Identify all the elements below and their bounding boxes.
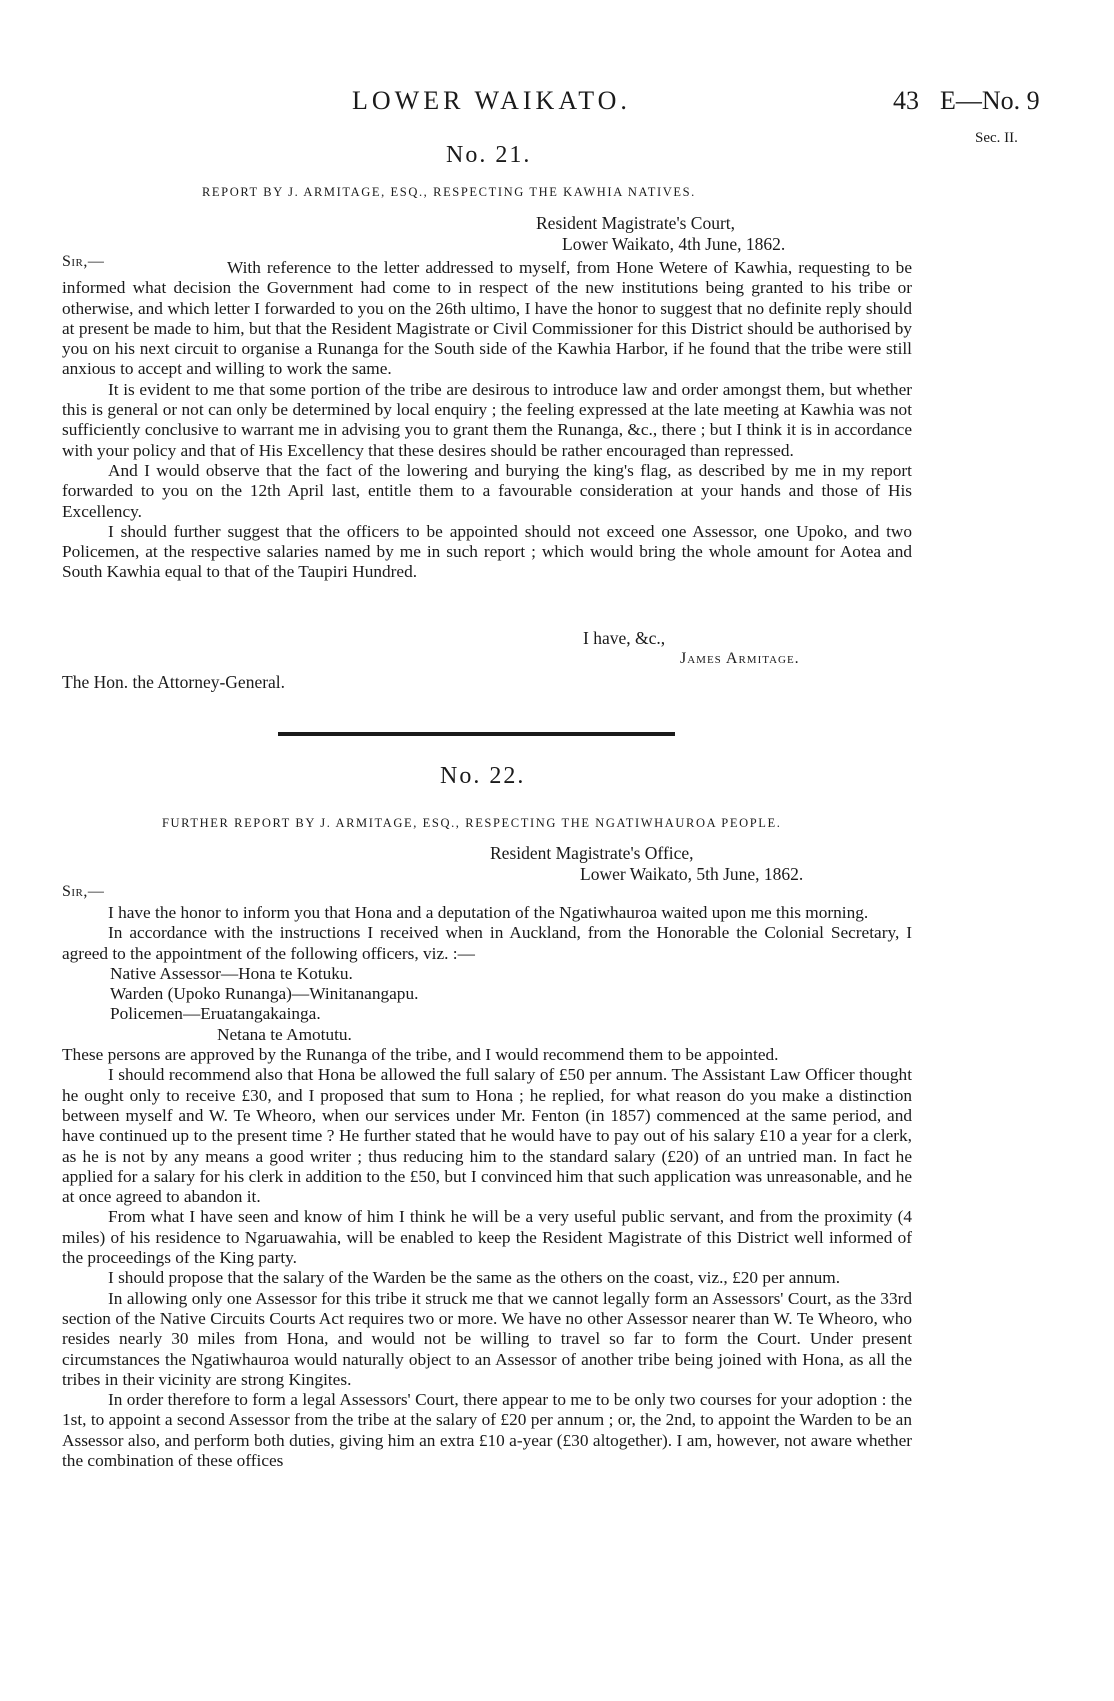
letter-22-heading: FURTHER REPORT BY J. ARMITAGE, ESQ., RESPECTING THE NGATIWHAUROA PEOPLE. (162, 816, 782, 830)
letter-22-paragraph: In order therefore to form a legal Assessors' Court, there appear to me to be only two courses for your adoption : the 1st, to appoint a second Assessor from the tribe at the salary of £20 per annum ; or, the 2nd, to appoint the Warden to be an Assessor also, and perform both duties, giving him an extra £10 a-year (£30 altogether). I am, however, not aware whether the combination of these offices (62, 1390, 912, 1471)
letter-22-paragraph: These persons are approved by the Runanga of the tribe, and I would recommend them to be appointed. (62, 1045, 779, 1065)
letter-22-from-line-1: Resident Magistrate's Office, (490, 843, 694, 863)
letter-22-paragraph: I should propose that the salary of the Warden be the same as the others on the coast, viz., £20 per annum. (108, 1268, 841, 1288)
officer-list-item: Policemen—Eruatangakainga. (110, 1004, 321, 1024)
letter-22-paragraph: I should recommend also that Hona be allowed the full salary of £50 per annum. The Assistant Law Officer thought he ought only to receive £30, and I proposed that sum to Hona ; he replied, for what reason do you make a distinction between myself and W. Te Wheoro, when our services under Mr. Fenton (in 1857) commenced at the same period, and have continued up to the present time ? He further stated that he would have to pay out of his salary £10 a year for a clerk, as he is not by any means a good writer ; thus reducing him to the standard salary (£20) of an untried man. In fact he applied for a salary for his clerk in addition to the £50, but I convinced him that such application was unreasonable, and he at once agreed to abandon it. (62, 1065, 912, 1207)
letter-21-heading: REPORT BY J. ARMITAGE, ESQ., RESPECTING THE KAWHIA NATIVES. (202, 185, 696, 199)
section-reference: Sec. II. (975, 130, 1018, 146)
letter-21-addressee: The Hon. the Attorney-General. (62, 672, 286, 692)
letter-21-salutation: Sir,— (62, 253, 105, 270)
letter-22-body (62, 903, 912, 1471)
page-number: 43 (893, 86, 919, 115)
running-title: LOWER WAIKATO. (352, 86, 631, 115)
letter-22-number: No. 22. (440, 763, 526, 789)
letter-21-paragraph: And I would observe that the fact of the lowering and burying the king's flag, as described by me in my report forwarded to you on the 12th April last, entitle them to a favourable consideration at your hands and those of His Excellency. (62, 460, 912, 521)
letter-21-body (62, 258, 912, 583)
letter-21-paragraph: I should further suggest that the officers to be appointed should not exceed one Assessor, one Upoko, and two Policemen, at the respective salaries named by me in such report ; which would bring the whole amount for Aotea and South Kawhia equal to that of the Taupiri Hundred. (62, 521, 912, 582)
letter-21-number: No. 21. (446, 142, 532, 168)
letter-22-paragraph: I have the honor to inform you that Hona and a deputation of the Ngatiwhauroa waited upon me this morning. (108, 903, 869, 922)
letter-22-paragraph: In allowing only one Assessor for this tribe it struck me that we cannot legally form an Assessors' Court, as the 33rd section of the Native Circuits Courts Act requires two or more. We have no other Assessor nearer than W. Te Wheoro, who resides nearly 30 miles from Hona, and would not be willing to travel so far to form the Court. Under present circumstances the Ngatiwhauroa would naturally object to an Assessor of another tribe being joined with Hona, as all the tribes in their vicinity are strong Kingites. (62, 1288, 912, 1389)
officer-list-item: Netana te Amotutu. (217, 1024, 352, 1044)
section-divider (278, 732, 675, 736)
letter-22-from-line-2: Lower Waikato, 5th June, 1862. (580, 864, 804, 884)
letter-21-signature: James Armitage. (680, 650, 800, 667)
letter-21-from-line-1: Resident Magistrate's Court, (536, 213, 736, 233)
paper-reference: E—No. 9 (940, 86, 1040, 115)
letter-21-paragraph: It is evident to me that some portion of the tribe are desirous to introduce law and order amongst them, but whether this is general or not can only be determined by local enquiry ; the feeling expressed at the late meeting at Kawhia was not sufficiently conclusive to warrant me in advising you to grant them the Runanga, &c., there ; but I think it is in accordance with your policy and that of His Excellency that these desires should be rather encouraged than repressed. (62, 379, 912, 460)
letter-22-paragraph: In accordance with the instructions I received when in Auckland, from the Honorable the Colonial Secretary, I agreed to the appointment of the following officers, viz. :— (62, 923, 912, 963)
letter-21-closing: I have, &c., (583, 628, 666, 648)
officer-list-item: Warden (Upoko Runanga)—Winitanangapu. (110, 984, 419, 1004)
letter-22-salutation: Sir,— (62, 883, 105, 900)
letter-22-paragraph: From what I have seen and know of him I think he will be a very useful public servant, and from the proximity (4 miles) of his residence to Ngaruawahia, will be enabled to keep the Resident Magistrate of this District well informed of the proceedings of the King party. (62, 1207, 912, 1268)
letter-21-paragraph: With reference to the letter addressed to myself, from Hone Wetere of Kawhia, requesting to be informed what decision the Government had come to in respect of the new institutions being granted to his tribe or otherwise, and which letter I forwarded to you on the 26th ultimo, I have the honor to suggest that no definite reply should at present be made to him, but that the Resident Magistrate or Civil Commissioner for this District should be authorised by you on his next circuit to organise a Runanga for the South side of the Kawhia Harbor, if he found that the tribe were still anxious to accept and willing to work the same. (62, 258, 912, 379)
officer-list-item: Native Assessor—Hona te Kotuku. (110, 963, 353, 983)
letter-21-from-line-2: Lower Waikato, 4th June, 1862. (562, 234, 786, 254)
